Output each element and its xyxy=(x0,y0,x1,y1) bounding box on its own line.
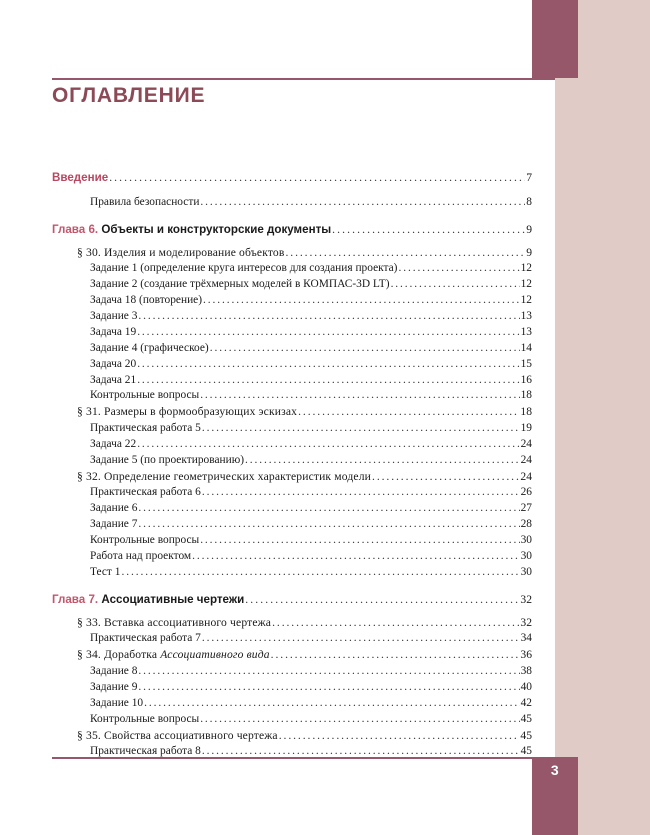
toc-subentry xyxy=(90,487,532,498)
toc-entry-page: 45 xyxy=(520,745,532,758)
toc-entry-label: Задание 10 xyxy=(90,696,144,709)
toc-subentry xyxy=(90,439,532,450)
toc-entry-label: Задание 2 (создание трёхмерных моделей в КОМПАС-3D LT) xyxy=(90,278,390,291)
toc-section-entry xyxy=(77,649,532,661)
toc-leader-dots xyxy=(203,295,520,306)
toc-entry-label-italic: Ассоциативного вида xyxy=(160,648,270,662)
toc-entry-label: Задание 3 xyxy=(90,309,138,322)
toc-entry-page: 19 xyxy=(520,421,532,434)
toc-entry-page: 12 xyxy=(520,294,532,306)
toc-leader-dots xyxy=(138,503,519,514)
toc-leader-dots xyxy=(138,666,519,677)
toc-subentry xyxy=(90,519,532,530)
toc-entry-page: 8 xyxy=(526,195,532,208)
toc-leader-dots xyxy=(398,263,519,274)
toc-entry-page: 9 xyxy=(526,245,532,259)
toc-entry-label xyxy=(77,649,270,661)
toc-chapter-entry xyxy=(52,594,532,606)
toc-subentry xyxy=(90,279,532,290)
toc-entry-page: 30 xyxy=(520,549,532,562)
toc-subentry xyxy=(90,327,532,338)
toc-subentry xyxy=(90,535,532,546)
toc-leader-dots xyxy=(138,311,519,322)
toc-leader-dots xyxy=(202,487,520,498)
toc-entry-label: Задача 20 xyxy=(90,357,137,370)
toc-entry-label: Задание 4 (графическое) xyxy=(90,341,209,354)
toc-leader-dots xyxy=(210,343,520,354)
toc-leader-dots xyxy=(192,551,519,562)
toc-entry-label: Практическая работа 5 xyxy=(90,421,201,434)
toc-leader-dots xyxy=(109,172,525,184)
toc-entry-page: 24 xyxy=(520,453,532,466)
toc-entry-label: Тест 1 xyxy=(90,565,121,578)
page-title: ОГЛАВЛЕНИЕ xyxy=(52,84,206,107)
toc-section-entry xyxy=(77,247,532,259)
toc-entry-page: 16 xyxy=(520,373,532,386)
toc-entry-page: 13 xyxy=(520,309,532,322)
top-accent-bar xyxy=(532,0,578,78)
toc-entry-page: 7 xyxy=(526,171,532,184)
toc-entry-label xyxy=(52,594,244,606)
toc-section-entry xyxy=(77,617,532,629)
toc-entry-label: § 35. Свойства ассоциативного чертежа xyxy=(77,728,278,742)
toc-leader-dots xyxy=(372,471,519,483)
footer-rule xyxy=(52,757,555,759)
toc-entry-label: § 30. Изделия и моделирование объектов xyxy=(77,245,285,259)
toc-entry-label: Задание 1 (определение круга интересов для создания проекта) xyxy=(90,262,398,275)
toc-leader-dots xyxy=(298,406,519,418)
toc-leader-dots xyxy=(245,594,519,606)
toc-subentry xyxy=(90,359,532,370)
toc-entry-label: § 31. Размеры в формообразующих эскизах xyxy=(77,405,298,419)
toc-entry-label: Задача 22 xyxy=(90,437,137,450)
toc-chapter-entry xyxy=(52,224,532,236)
toc-leader-dots xyxy=(200,535,519,546)
toc-entry-label: Задача 18 (повторение) xyxy=(90,294,203,306)
page-number: 3 xyxy=(550,762,560,778)
toc-leader-dots xyxy=(137,327,519,338)
toc-chapter-title: Объекты и конструкторские документы xyxy=(101,223,332,236)
toc-entry-page: 40 xyxy=(520,680,532,693)
toc-leader-dots xyxy=(138,519,519,530)
toc-entry-page: 27 xyxy=(520,502,532,515)
toc-entry-page: 26 xyxy=(520,486,532,499)
toc-entry-page: 45 xyxy=(520,712,532,725)
toc-entry-page: 24 xyxy=(520,437,532,450)
toc-subentry xyxy=(90,295,532,306)
toc-subentry xyxy=(90,390,532,401)
toc-leader-dots xyxy=(137,375,519,386)
toc-leader-dots xyxy=(285,247,525,259)
toc-subentry xyxy=(90,551,532,562)
toc-subentry xyxy=(90,746,532,757)
toc-entry-label: Контрольные вопросы xyxy=(90,712,200,725)
toc-leader-dots xyxy=(200,390,519,401)
toc-entry-page: 15 xyxy=(520,357,532,370)
toc-entry-label: Правила безопасности xyxy=(90,195,200,208)
toc-entry-label: Задача 21 xyxy=(90,373,137,386)
toc-chapter-number: Глава 6. xyxy=(52,223,99,236)
toc-entry-label: Задание 6 xyxy=(90,502,138,515)
toc-section-entry xyxy=(77,471,532,483)
toc-entry-label: § 32. Определение геометрических характеристик модели xyxy=(77,469,372,483)
toc-leader-dots xyxy=(332,224,525,236)
toc-entry-page: 28 xyxy=(520,518,532,531)
toc-entry-page: 12 xyxy=(520,262,532,275)
header-rule xyxy=(52,78,555,80)
toc-entry-label: Задание 8 xyxy=(90,664,138,677)
toc-leader-dots xyxy=(272,617,519,629)
toc-entry-page: 18 xyxy=(520,389,532,402)
toc-subentry xyxy=(90,682,532,693)
toc-leader-dots xyxy=(137,359,519,370)
toc-entry-label: Задача 19 xyxy=(90,325,137,338)
right-decorative-strip xyxy=(555,0,650,835)
toc-entry-page: 9 xyxy=(526,223,532,236)
toc-entry-label: Практическая работа 8 xyxy=(90,745,201,758)
toc-subentry xyxy=(90,503,532,514)
toc-leader-dots xyxy=(121,567,519,578)
toc-entry-page: 32 xyxy=(520,615,532,629)
toc-subentry xyxy=(90,567,532,578)
toc-subentry xyxy=(90,666,532,677)
toc-top-entry xyxy=(52,172,532,184)
toc-subentry xyxy=(90,455,532,466)
toc-leader-dots xyxy=(202,633,520,644)
toc-subentry xyxy=(90,698,532,709)
toc-subentry xyxy=(90,343,532,354)
toc-entry-page: 32 xyxy=(520,593,532,607)
toc-entry-label: Контрольные вопросы xyxy=(90,533,200,546)
toc-leader-dots xyxy=(200,714,519,725)
toc-leader-dots xyxy=(271,649,520,661)
toc-leader-dots xyxy=(202,423,520,434)
toc-subentry xyxy=(90,197,532,208)
toc-subentry xyxy=(90,263,532,274)
toc-entry-page: 12 xyxy=(520,278,532,291)
toc-leader-dots xyxy=(144,698,520,709)
toc-entry-page: 34 xyxy=(520,632,532,645)
toc-leader-dots xyxy=(137,439,519,450)
toc-leader-dots xyxy=(200,197,525,208)
toc-subentry xyxy=(90,375,532,386)
toc-entry-page: 30 xyxy=(520,565,532,578)
toc-entry-label: Задание 9 xyxy=(90,680,138,693)
toc-entry-page: 30 xyxy=(520,533,532,546)
toc-entry-label: Введение xyxy=(52,171,109,184)
toc-section-entry xyxy=(77,406,532,418)
toc-entry-label: Контрольные вопросы xyxy=(90,389,200,402)
toc-entry-label: Работа над проектом xyxy=(90,549,192,562)
toc-entry-label: Практическая работа 6 xyxy=(90,486,201,499)
toc-chapter-number: Глава 7. xyxy=(52,593,99,607)
toc-subentry xyxy=(90,633,532,644)
toc-entry-label xyxy=(52,224,331,236)
table-of-contents xyxy=(52,172,532,762)
toc-entry-page: 13 xyxy=(520,325,532,338)
toc-leader-dots xyxy=(138,682,519,693)
toc-leader-dots xyxy=(202,746,520,757)
toc-entry-label: Практическая работа 7 xyxy=(90,632,201,645)
toc-section-entry xyxy=(77,730,532,742)
toc-entry-page: 24 xyxy=(520,469,532,483)
toc-leader-dots xyxy=(279,730,520,742)
toc-entry-page: 36 xyxy=(520,648,532,662)
toc-subentry xyxy=(90,423,532,434)
toc-entry-page: 18 xyxy=(520,405,532,419)
toc-entry-label: § 33. Вставка ассоциативного чертежа xyxy=(77,615,272,629)
toc-entry-label: Задание 7 xyxy=(90,518,138,531)
toc-entry-page: 42 xyxy=(520,696,532,709)
toc-leader-dots xyxy=(391,279,520,290)
toc-leader-dots xyxy=(245,455,520,466)
toc-entry-label-prefix: § 34. Доработка xyxy=(77,648,161,662)
toc-subentry xyxy=(90,714,532,725)
toc-chapter-title: Ассоциативные чертежи xyxy=(101,593,245,607)
toc-entry-page: 14 xyxy=(520,341,532,354)
toc-subentry xyxy=(90,311,532,322)
toc-entry-label: Задание 5 (по проектированию) xyxy=(90,453,244,466)
toc-entry-page: 38 xyxy=(520,664,532,677)
toc-entry-page: 45 xyxy=(520,728,532,742)
